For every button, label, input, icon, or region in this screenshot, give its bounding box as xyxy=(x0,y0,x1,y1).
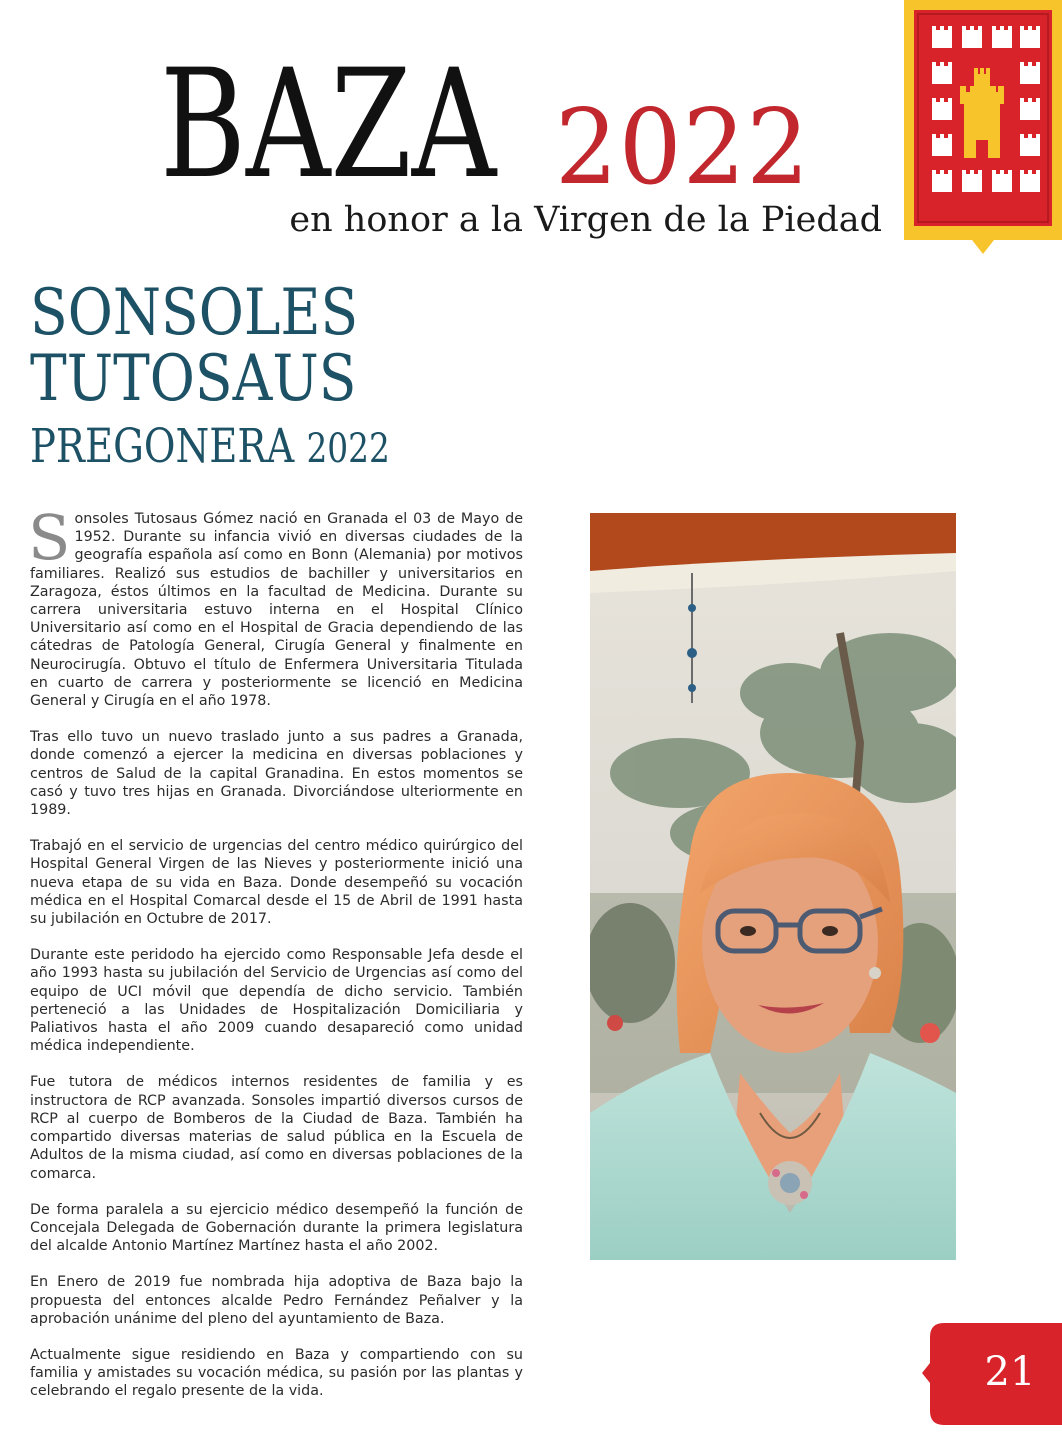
article-heading xyxy=(30,276,590,476)
paragraph: Fue tutora de médicos internos residentes de familia y es instructora de RCP avanzada. Sonsoles impartió diversos cursos de RCP al cuerpo de Bomberos de la Ciudad de Baza. También ha compartido diversas materias de salud pública en la Escuela de Adultos de la misma ciudad, así como en diversas poblaciones de la comarca. xyxy=(30,1074,523,1182)
masthead xyxy=(160,40,900,250)
drop-cap: S xyxy=(28,501,71,574)
masthead-title-year: 2022 xyxy=(555,86,811,208)
role-title xyxy=(30,420,489,476)
masthead-title xyxy=(160,38,591,212)
castle-coat-of-arms-icon xyxy=(904,0,1062,256)
paragraph: En Enero de 2019 fue nombrada hija adoptiva de Baza bajo la propuesta del entonces alcalde Pedro Fernández Peñalver y la aprobación unánime del pleno del ayuntamiento de Baza. xyxy=(30,1274,523,1327)
name-last: TUTOSAUS xyxy=(30,342,357,416)
paragraph: Trabajó en el servicio de urgencias del centro médico quirúrgico del Hospital General Virgen de las Nieves y posteriormente inició una nueva etapa de su vida en Baza. Donde desempeñó su vocación médica en el Hospital Comarcal desde el 15 de Abril de 1991 hasta su jubilación en Octubre de 2017. xyxy=(30,838,523,928)
paragraph: Actualmente sigue residiendo en Baza y compartiendo con su familia y amistades su vocación médica, su pasión por las plantas y celebrando el regalo presente de la vida. xyxy=(30,1346,523,1400)
masthead-title-word: BAZA xyxy=(160,38,497,212)
portrait-photo xyxy=(590,513,956,1260)
role-year: 2022 xyxy=(306,426,390,472)
page-number: 21 xyxy=(984,1349,1036,1395)
paragraph: Durante este peridodo ha ejercido como Responsable Jefa desde el año 1993 hasta su jubilación del Servicio de Urgencias así como del equipo de UCI móvil que dependía de dicho servicio. También perteneció a las Unidades de Hospitalización Domiciliaria y Paliativos hasta el año 2009 cuando desapareció como unidad médica independiente. xyxy=(30,947,523,1055)
paragraph: De forma paralela a su ejercicio médico desempeñó la función de Concejala Delegada de Gobernación durante la primera legislatura del alcalde Antonio Martínez Martínez hasta el año 2002. xyxy=(30,1201,523,1255)
paragraph: Tras ello tuvo un nuevo traslado junto a sus padres a Granada, donde comenzó a ejercer la medicina en diversas poblaciones y centros de Salud de la capital Granadina. En estos momentos se casó y tuvo tres hijas en Granada. Divorciándose ulteriormente en 1989. xyxy=(30,729,523,819)
paragraph xyxy=(28,501,523,710)
name-first: SONSOLES xyxy=(30,276,359,350)
role-label: PREGONERA xyxy=(30,419,295,474)
article-body xyxy=(28,501,523,1419)
masthead-subtitle: en honor a la Virgen de la Piedad xyxy=(289,200,882,240)
paragraph-text: onsoles Tutosaus Gómez nació en Granada el 03 de Mayo de 1952. Durante su infancia vivió en diversas ciudades de la geografía española así como en Bonn (Alemania) por motivos familiares. Realizó sus estudios de bachiller y universitarios en Zaragoza, éstos últimos en la facultad de Medicina. Durante su carrera universitaria estuvo interna en el Hospital Clínico Universitario así como en el Hospital de Gracia dependiendo de las cátedras de Patología General, Cirugía General y finalmente en Neurocirugía. Obtuvo el título de Enfermera Universitaria Titulada en cuarto de carrera y posteriormente se licenció en Medicina General y Cirugía en el año 1978. xyxy=(30,511,523,710)
